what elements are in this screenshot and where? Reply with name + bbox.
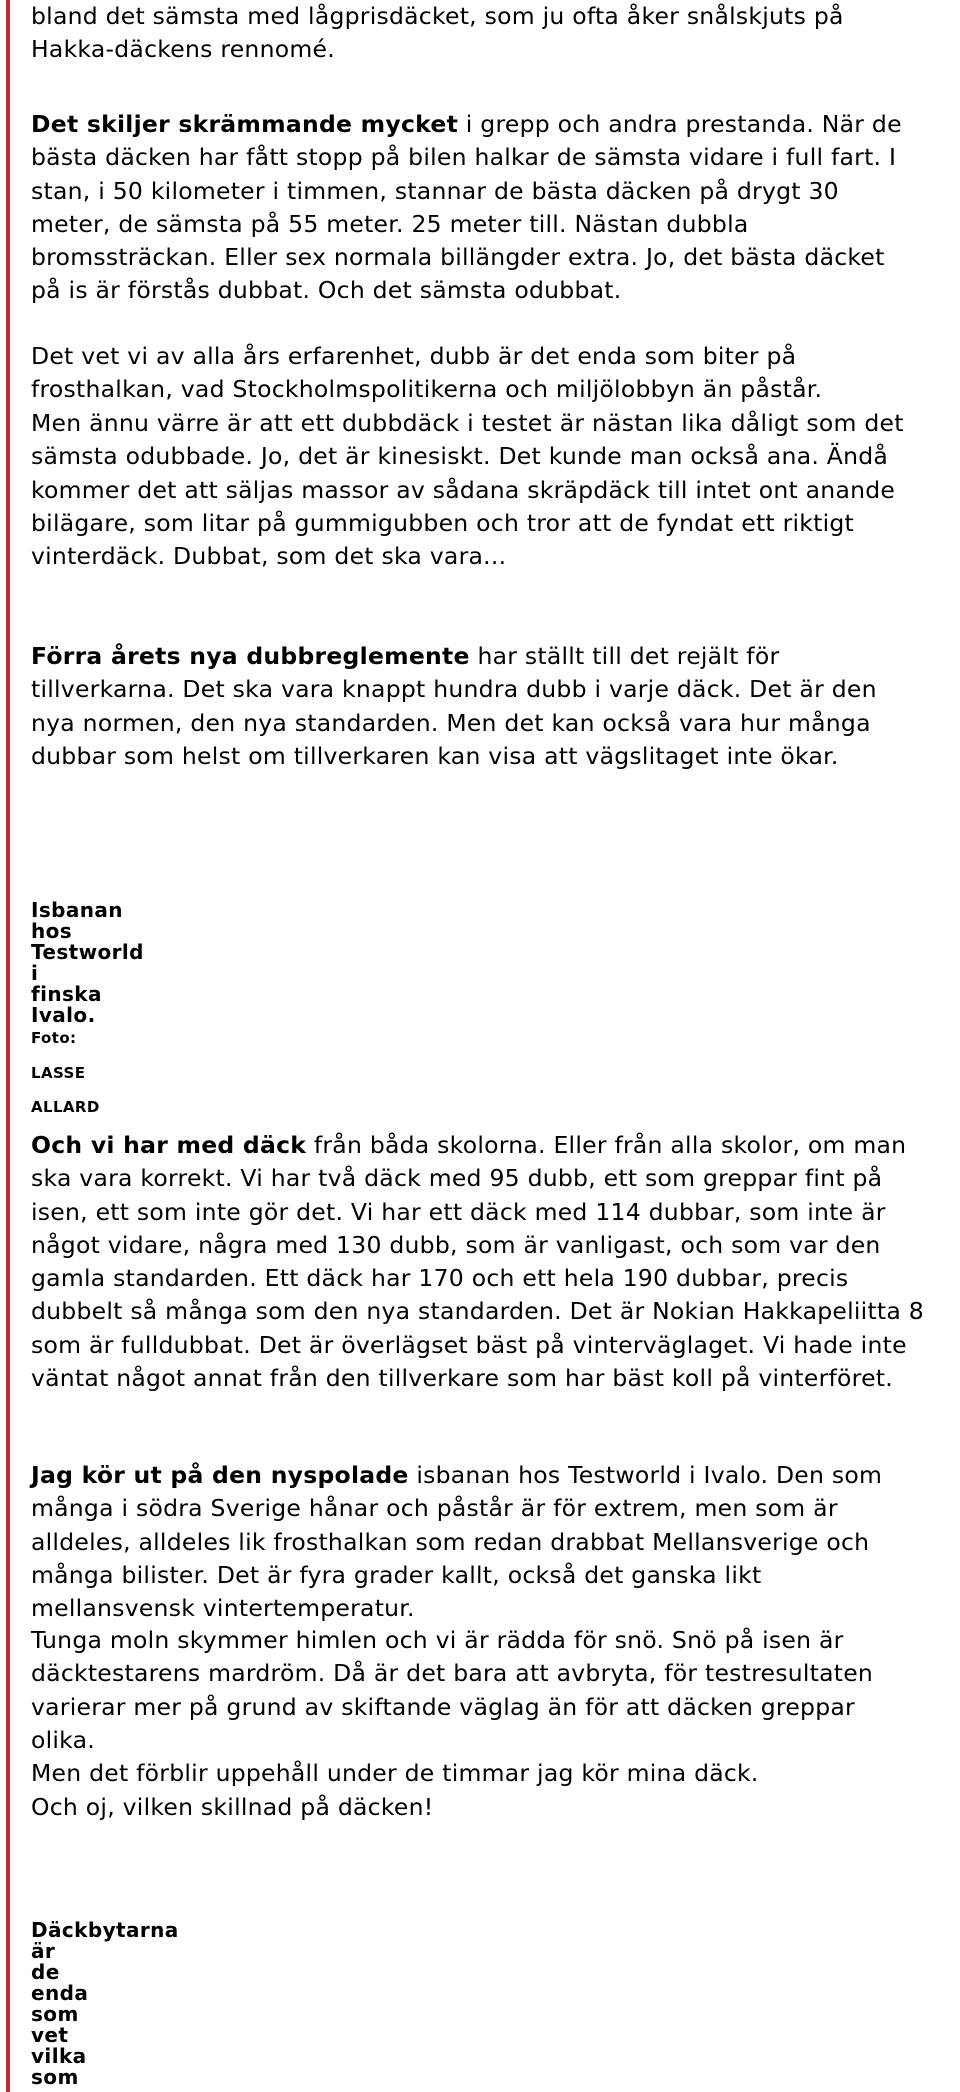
caption-line: Ivalo.: [31, 1003, 96, 1027]
caption-credit-label: Foto:: [31, 1029, 77, 1047]
caption-line: vilka: [31, 2044, 87, 2068]
paragraph-intro-tail: [31, 0, 931, 67]
paragraph-text: Men ännu värre är att ett dubbdäck i testet är nästan lika dåligt som det sämsta odubbade. Jo, det är kinesiskt. Det kunde man också ana. Ändå kommer det att säljas massor av sådana skräpdäck till intet ont anande bilägare, som litar på gummigubben och tror att de fyndat ett riktigt vinterdäck. Dubbat, som det ska vara...: [31, 409, 904, 571]
caption-line: Testworld: [31, 940, 144, 964]
caption-credit-name: LASSE: [31, 1064, 86, 1082]
paragraph-text: i grepp och andra prestanda. När de bästa däcken har fått stopp på bilen halkar de sämsta vidare i full fart. I stan, i 50 kilometer i timmen, stannar de bästa däcken på drygt 30 meter, de sämsta på 55 meter. 25 meter till. Nästan dubbla bromssträckan. Eller sex normala billängder extra. Jo, det bästa däcket på is är förstås dubbat. Och det sämsta odubbat.: [31, 110, 902, 305]
caption-line: de: [31, 1960, 60, 1984]
caption-line: vet: [31, 2023, 69, 2047]
caption-line: Isbanan: [31, 898, 123, 922]
paragraph-both-schools: [31, 1129, 931, 1395]
paragraph-grip-difference: [31, 108, 911, 308]
left-red-rule: [6, 0, 10, 2092]
paragraph-text: Tunga moln skymmer himlen och vi är rädda för snö. Snö på isen är däcktestarens mardröm. Då är det bara att avbryta, för testresultaten varierar mer på grund av skiftande väglag än för att däcken greppar olika.: [31, 1626, 874, 1754]
paragraph-text: Men det förblir uppehåll under de timmar jag kör mina däck.: [31, 1759, 759, 1787]
paragraph-difference: [31, 1791, 931, 1824]
paragraph-experience: [31, 340, 931, 407]
caption-line: enda: [31, 1981, 89, 2005]
caption-line: Däckbytarna: [31, 1918, 179, 1942]
paragraph-no-rain: [31, 1757, 931, 1790]
paragraph-text: bland det sämsta med lågprisdäcket, som ju ofta åker snålskjuts på Hakka-däckens rennomé.: [31, 2, 844, 64]
caption-line: som: [31, 2002, 79, 2026]
caption-credit-name: ALLARD: [31, 1098, 100, 1116]
paragraph-clouds: [31, 1624, 911, 1757]
caption-line: är: [31, 1939, 56, 1963]
paragraph-text: isbanan hos Testworld i Ivalo. Den som många i södra Sverige hånar och påstår är för extrem, men som är alldeles, alldeles lik frosthalkan som redan drabbat Mellansverige och många bilister. Det är fyra grader kallt, också det ganska likt mellansvensk vintertemperatur.: [31, 1461, 883, 1623]
photo-caption-ice-track: [31, 900, 211, 1118]
paragraph-ice-track: [31, 1459, 911, 1625]
caption-line: finska: [31, 982, 102, 1006]
paragraph-text: Det vet vi av alla års erfarenhet, dubb är det enda som biter på frosthalkan, vad Stockholmspolitikerna och miljölobbyn än påstår.: [31, 342, 823, 404]
photo-caption-tire-changers: [31, 1920, 211, 2088]
caption-line: hos: [31, 919, 73, 943]
paragraph-stud-rules: [31, 640, 911, 773]
paragraph-lead: Förra årets nya dubbreglemente: [31, 642, 470, 670]
paragraph-lead: Och vi har med däck: [31, 1131, 307, 1159]
paragraph-text: Och oj, vilken skillnad på däcken!: [31, 1793, 434, 1821]
caption-line: i: [31, 961, 39, 985]
paragraph-text: har ställt till det rejält för tillverkarna. Det ska vara knappt hundra dubb i varje däck. Det är den nya normen, den nya standarden. Men det kan också vara hur många dubbar som helst om tillverkaren kan visa att vägslitaget inte ökar.: [31, 642, 877, 770]
paragraph-lead: Det skiljer skrämmande mycket: [31, 110, 459, 138]
paragraph-text: från båda skolorna. Eller från alla skolor, om man ska vara korrekt. Vi har två däck med 95 dubb, ett som greppar fint på isen, ett som inte gör det. Vi har ett däck med 114 dubbar, som inte är något vidare, några med 130 dubb, som är vanligast, och som var den gamla standarden. Ett däck har 170 och ett hela 190 dubbar, precis dubbelt så många som den nya standarden. Det är Nokian Hakkapeliitta 8 som är fulldubbat. Det är överlägset bäst på vinterväglaget. Vi hade inte väntat något annat från den tillverkare som har bäst koll på vinterföret.: [31, 1131, 924, 1393]
caption-line: som: [31, 2065, 79, 2089]
paragraph-lead: Jag kör ut på den nyspolade: [31, 1461, 409, 1489]
paragraph-worse: [31, 407, 911, 573]
